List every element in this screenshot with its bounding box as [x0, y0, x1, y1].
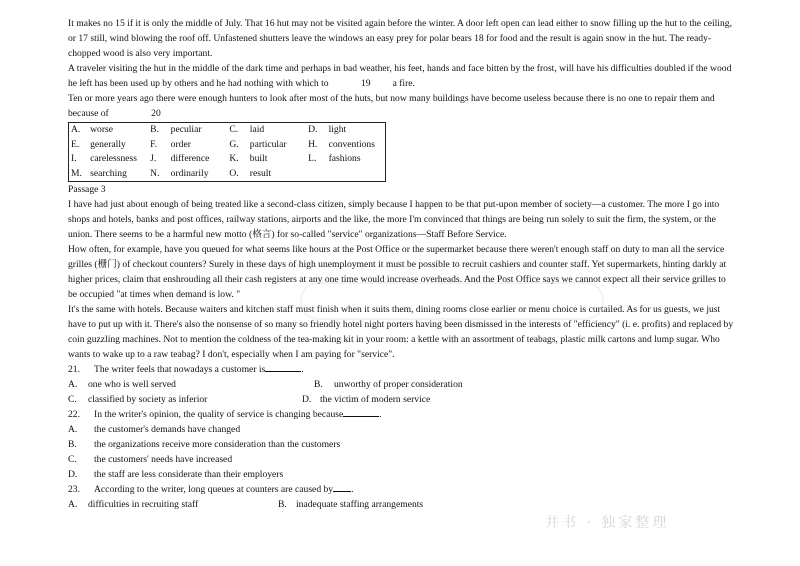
passage2-paragraph-1: It makes no 15 if it is only the middle of July. That 16 hut may not be visited again before the winter. A door left open can lead either to snow filling up the hut to the ceiling, or 17 still, wind blowing the roof off. Unfastened shutters leave the windows an easy prey for polar bears 18 for food and the result is again snow in the hut. The ready-chopped wood is also very important.	[68, 18, 732, 59]
word-bank-letter	[306, 167, 326, 182]
question-23-stem: According to the writer, long queues at counters are caused by	[94, 484, 334, 495]
word-bank-word: laid	[249, 124, 265, 135]
word-bank-word: order	[170, 138, 191, 150]
word-bank-letter: D.	[308, 124, 318, 135]
word-bank-letter: F.	[150, 138, 158, 150]
blank-number-19: 19	[360, 78, 371, 89]
question-21-options-row-2	[68, 392, 736, 407]
option-22-b-letter: B.	[68, 439, 77, 450]
passage2-paragraph-3-text: Ten or more years ago there were enough hunters to look after most of the huts, but now many buildings have become useless because there is no one to repair them and because of	[68, 93, 715, 119]
word-bank-row	[69, 152, 386, 167]
passage2-paragraph-2-text: A traveler visiting the hut in the middle of the dark time and perhaps in bad weather, his feet, hands and face bitten by the frost, will have his difficulties doubled if the wood he left has been used up by others and he had nothing with which to	[68, 63, 732, 89]
option-21-c-text[interactable]: classified by society as inferior	[88, 394, 208, 405]
option-23-a-text[interactable]: difficulties in recruiting staff	[88, 499, 199, 510]
option-23-b-letter[interactable]: B.	[278, 499, 287, 510]
option-21-c-letter[interactable]: C.	[68, 394, 77, 405]
word-bank-word: particular	[249, 138, 287, 150]
word-bank-word: result	[249, 167, 272, 179]
question-21-end: .	[301, 364, 304, 375]
question-21-options-row-1	[68, 377, 736, 392]
option-22-b-text: the organizations receive more consideration than the customers	[94, 439, 341, 450]
option-23-b-text[interactable]: inadequate staffing arrangements	[296, 499, 424, 510]
word-bank-word: ordinarily	[170, 167, 209, 179]
question-22-end: .	[379, 409, 382, 420]
word-bank-letter: J.	[150, 153, 157, 164]
passage2-paragraph-2	[68, 61, 736, 91]
option-23-a-letter[interactable]: A.	[68, 499, 78, 510]
question-23	[68, 482, 736, 497]
word-bank-row	[69, 167, 386, 182]
answer-blank-23[interactable]	[333, 482, 351, 492]
word-bank-row	[69, 138, 386, 153]
passage3-heading: Passage 3	[68, 184, 106, 195]
word-bank-letter: K.	[229, 153, 239, 164]
word-bank-word: fashions	[328, 153, 361, 164]
option-22-c-text: the customers' needs have increased	[94, 454, 233, 465]
word-bank-letter: L.	[308, 153, 317, 164]
option-22-c-letter: C.	[68, 454, 77, 465]
option-22-a-letter: A.	[68, 424, 78, 435]
word-bank-letter: N.	[150, 167, 160, 179]
word-bank-row	[69, 123, 386, 138]
word-bank-word: peculiar	[170, 124, 202, 135]
option-21-b-text[interactable]: unworthy of proper consideration	[334, 379, 463, 390]
option-21-a-text[interactable]: one who is well served	[88, 379, 176, 390]
answer-blank-21[interactable]	[265, 362, 301, 372]
word-bank-letter: H.	[308, 138, 318, 150]
question-23-end: .	[351, 484, 354, 495]
option-21-a-letter[interactable]: A.	[68, 379, 78, 390]
word-bank-word: difference	[170, 153, 210, 164]
question-23-options-row-1	[68, 497, 736, 512]
passage2-paragraph-3	[68, 91, 736, 121]
passage3-paragraph-2: How often, for example, have you queued for what seems like hours at the Post Office or the supermarket because there weren't enough staff on duty to man all the service grilles (栅门) of checkout counters? Surely in these days of high unemployment it must be possible to recruit cashiers and counter staff. Yet supermarkets, hinting darkly at higher prices, claim that enshrouding all their cash registers at any one time would increase overheads. And the Post Office says we cannot expect all their service grilles to be occupied "at times when demand is low. "	[68, 244, 727, 300]
option-22-d-text: the staff are less considerate than their employers	[94, 469, 284, 480]
question-21-number: 21.	[68, 364, 80, 375]
answer-blank-22[interactable]	[343, 407, 379, 417]
word-bank-letter: E.	[71, 138, 80, 150]
option-22-d-letter: D.	[68, 469, 78, 480]
option-22-d[interactable]	[68, 467, 736, 482]
word-bank-word: worse	[90, 124, 114, 135]
question-22-stem: In the writer's opinion, the quality of service is changing because	[94, 409, 344, 420]
passage2-paragraph-2-end: a fire.	[392, 78, 415, 89]
option-21-b-letter[interactable]: B.	[314, 379, 323, 390]
word-bank-letter: C.	[229, 124, 239, 135]
word-bank-word: built	[249, 153, 268, 164]
question-22-number: 22.	[68, 409, 80, 420]
word-bank-word: carelessness	[90, 153, 137, 164]
question-22	[68, 407, 736, 422]
option-21-d-letter[interactable]: D.	[302, 394, 312, 405]
question-23-number: 23.	[68, 484, 80, 495]
word-bank-letter: I.	[71, 153, 77, 164]
word-bank-word: generally	[90, 138, 126, 150]
word-bank-word: light	[328, 124, 347, 135]
option-21-d-text[interactable]: the victim of modern service	[320, 394, 431, 405]
option-22-a-text: the customer's demands have changed	[94, 424, 241, 435]
option-22-b[interactable]	[68, 437, 736, 452]
word-bank-word: conventions	[328, 138, 375, 150]
question-21	[68, 362, 736, 377]
question-21-stem: The writer feels that nowadays a customer is	[94, 364, 266, 375]
word-bank-letter: O.	[229, 167, 239, 179]
word-bank-letter: M.	[71, 167, 82, 179]
option-22-c[interactable]	[68, 452, 736, 467]
passage3-paragraph-3: It's the same with hotels. Because waiters and kitchen staff must finish when it suits them, dining rooms close earlier or menu choice is curtailed. As for us guests, we just have to put up with it. There's also the nonsense of so many so friendly hotel night porters having been dismissed in the interests of "efficiency" (i. e. profits) and replaced by coin guzzling machines. Not to mention the coldness of the tea-making kit in your room: a kettle with an assortment of teabags, plastic milk cartons and lump sugar. Who wants to wake up to a raw teabag? I don't, especially when I am paying for "service".	[68, 304, 734, 360]
word-bank-word: searching	[90, 167, 127, 179]
blank-number-20: 20	[151, 108, 161, 119]
background-watermark-shape	[300, 282, 604, 320]
word-bank-letter: A.	[71, 124, 81, 135]
passage3-paragraph-1: I have had just about enough of being treated like a second-class citizen, simply because I happen to be that put-upon member of society—a customer. The more I go into shops and hotels, banks and post offices, railway stations, airports and the like, the more I'm convinced that things are being run solely to suit the firm, the system, or the union. There seems to be a harmful new motto (格言) for so-called "service" organizations—Staff Before Service.	[68, 199, 720, 240]
word-bank-letter: G.	[229, 138, 239, 150]
watermark-text: 井书 · 独家整理	[545, 515, 670, 531]
word-bank-table	[68, 122, 386, 182]
document-page	[68, 16, 736, 512]
word-bank-letter: B.	[150, 124, 159, 135]
option-22-a[interactable]	[68, 422, 736, 437]
word-bank-word	[327, 167, 386, 182]
